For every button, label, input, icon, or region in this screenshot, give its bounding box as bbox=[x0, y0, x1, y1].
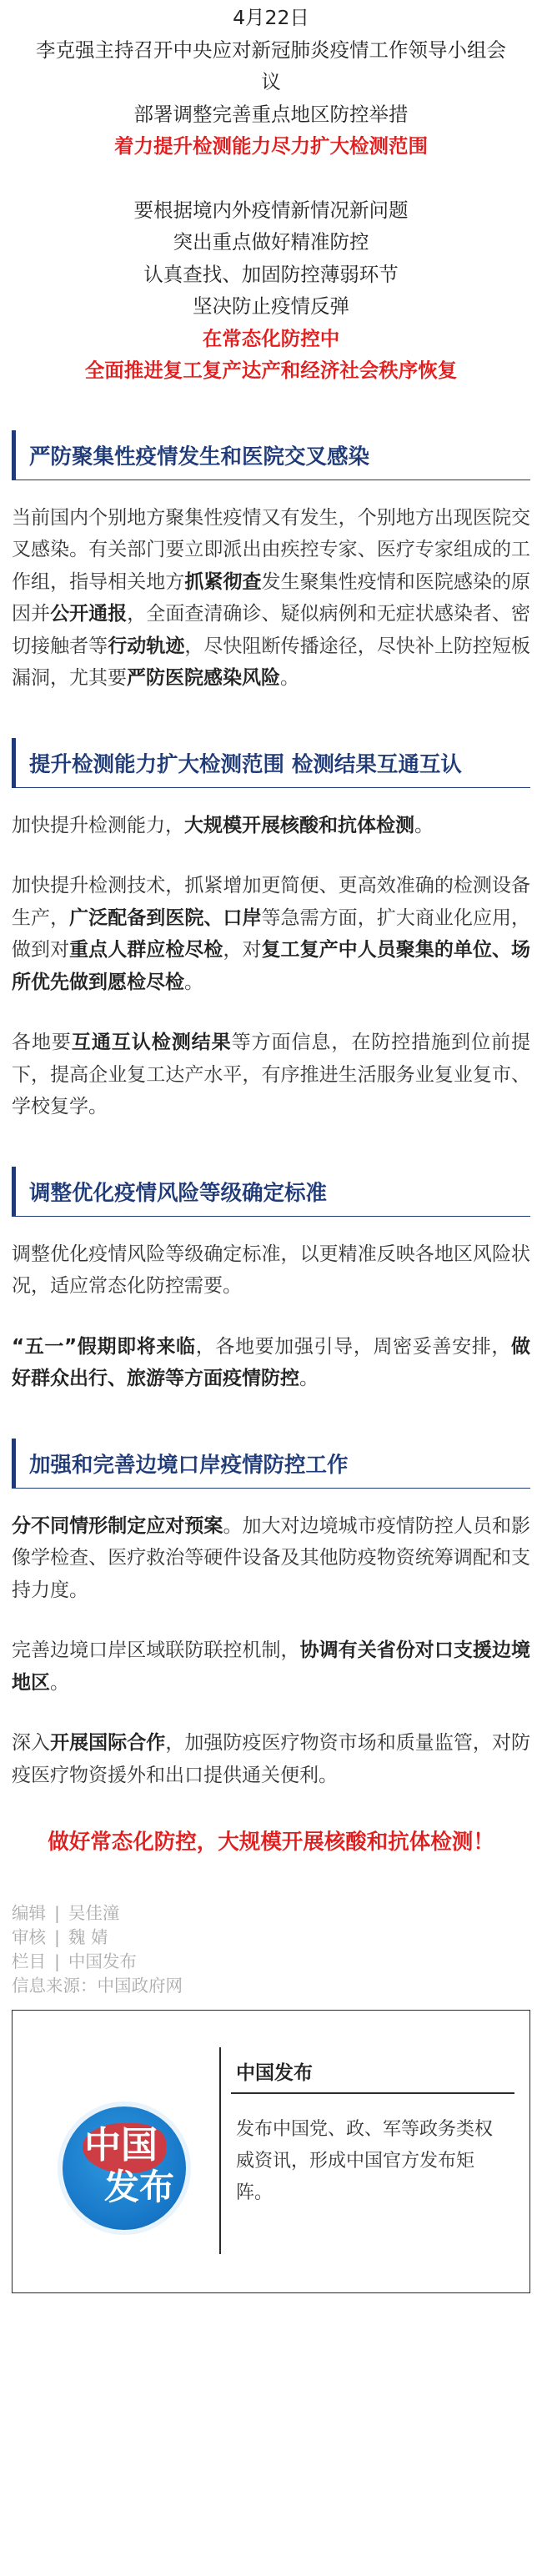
intro-highlight-line10: 全面推进复工复产达产和经济社会秩序恢复 bbox=[84, 359, 458, 382]
section-4-paragraph-2: 完善边境口岸区域联防联控机制，协调有关省份对口支援边境地区。 bbox=[12, 1640, 531, 1694]
intro-headline-line2: 议 bbox=[261, 70, 281, 93]
section-3-paragraph-2: “五一”假期即将来临，各地要加强引导，周密妥善安排，做好群众出行、旅游等方面疫情防控。 bbox=[12, 1335, 531, 1389]
account-card[interactable] bbox=[12, 2010, 530, 2293]
intro-line8: 坚决防止疫情反弹 bbox=[193, 294, 349, 318]
section-1 bbox=[0, 430, 542, 695]
section-1-header bbox=[12, 430, 530, 480]
section-1-paragraph: 当前国内个别地方聚集性疫情又有发生，个别地方出现医院交叉感染。有关部门要立即派出由疾控专家、医疗专家组成的工作组，指导相关地方抓紧彻查发生聚集性疫情和医院感染的原因并公开通报，全面查清确诊、疑似病例和无症状感染者、密切接触者等行动轨迹，尽快阻断传播途径，尽快补上防控短板漏洞，尤其要严防医院感染风险。 bbox=[12, 506, 531, 689]
section-4-title: 加强和完善边境口岸疫情防控工作 bbox=[29, 1452, 349, 1478]
section-3-header bbox=[12, 1167, 530, 1217]
section-3-paragraph-1: 调整优化疫情风险等级确定标准，以更精准反映各地区风险状况，适应常态化防控需要。 bbox=[12, 1243, 530, 1297]
section-1-title: 严防聚集性疫情发生和医院交叉感染 bbox=[29, 444, 370, 470]
credit-source: 信息来源：中国政府网 bbox=[12, 1976, 183, 1996]
intro-highlight-line9: 在常态化防控中 bbox=[202, 326, 340, 350]
section-4 bbox=[0, 1439, 542, 1792]
intro-headline-line1: 李克强主持召开中央应对新冠肺炎疫情工作领导小组会 bbox=[36, 38, 506, 62]
section-2-title: 提升检测能力扩大检测范围 检测结果互通互认 bbox=[29, 751, 462, 777]
china-release-logo-icon: 中国 发布 bbox=[63, 2106, 186, 2230]
credit-editor: 编辑 | 吴佳潼 bbox=[12, 1903, 120, 1923]
section-2-paragraph-1: 加快提升检测能力，大规模开展核酸和抗体检测。 bbox=[12, 814, 434, 836]
credit-review: 审核 | 魏 婧 bbox=[12, 1927, 108, 1947]
section-2-paragraph-3: 各地要互通互认检测结果等方面信息，在防控措施到位前提下，提高企业复工达产水平，有序推进生活服务业复业复市、学校复学。 bbox=[12, 1032, 531, 1117]
section-4-paragraph-1: 分不同情形制定应对预案。加大对边境城市疫情防控人员和影像学检查、医疗救治等硬件设备及其他防疫物资统筹调配和支持力度。 bbox=[12, 1514, 531, 1601]
card-title: 中国发布 bbox=[236, 2062, 313, 2084]
intro-line6: 突出重点做好精准防控 bbox=[173, 230, 369, 254]
section-2 bbox=[0, 738, 542, 1123]
credit-column: 栏目 | 中国发布 bbox=[12, 1951, 137, 1971]
intro-line7: 认真查找、加固防控薄弱环节 bbox=[143, 262, 399, 286]
intro-line5: 要根据境内外疫情新情况新问题 bbox=[133, 198, 409, 222]
card-divider-horizontal bbox=[231, 2092, 514, 2094]
section-2-paragraph-2: 加快提升检测技术，抓紧增加更简便、更高效准确的检测设备生产，广泛配备到医院、口岸等急需方面，扩大商业化应用，做到对重点人群应检尽检，对复工复产中人员聚集的单位、场所优先做到愿检尽检。 bbox=[12, 875, 531, 993]
intro-highlight-line4: 着力提升检测能力尽力扩大检测范围 bbox=[114, 134, 428, 158]
intro-block bbox=[0, 0, 542, 387]
section-3 bbox=[0, 1167, 542, 1395]
section-4-paragraph-3: 深入开展国际合作，加强防疫医疗物资市场和质量监管，对防疫医疗物资援外和出口提供通关便利。 bbox=[12, 1732, 531, 1786]
intro-date: 4月22日 bbox=[233, 6, 309, 29]
intro-headline-line3: 部署调整完善重点地区防控举措 bbox=[133, 102, 409, 126]
credits-block bbox=[12, 1901, 530, 1998]
section-2-header bbox=[12, 738, 530, 788]
section-4-header bbox=[12, 1439, 530, 1489]
card-description: 发布中国党、政、军等政务类权威资讯，形成中国官方发布矩阵。 bbox=[236, 2119, 494, 2203]
card-divider-vertical bbox=[219, 2047, 221, 2254]
closing-slogan: 做好常态化防控，大规模开展核酸和抗体检测！ bbox=[48, 1830, 494, 1855]
section-3-title: 调整优化疫情风险等级确定标准 bbox=[29, 1180, 328, 1206]
